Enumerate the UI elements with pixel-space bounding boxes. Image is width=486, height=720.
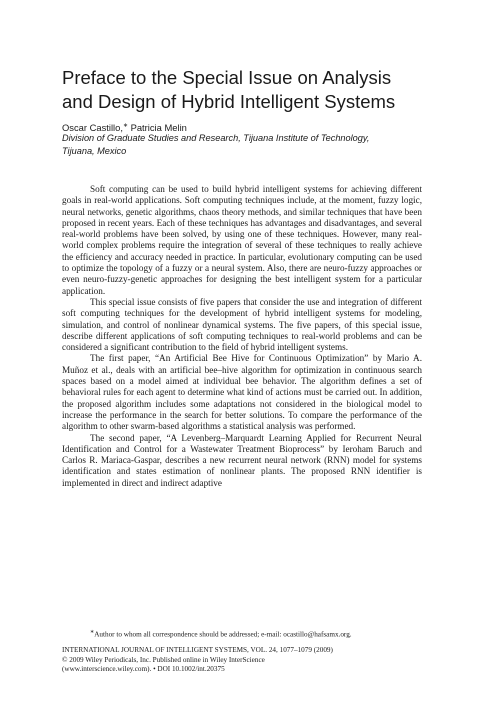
copyright-line: © 2009 Wiley Periodicals, Inc. Published online in Wiley InterScience (62, 655, 265, 664)
paragraph: The first paper, “An Artificial Bee Hive for Continuous Optimization” by Mario A. Muñoz et al., deals with an artificial bee–hive algorithm for optimization in continuous search spaces based on a model aimed at individual bee behavior. The algorithm defines a set of behavioral rules for each agent to determine what kind of actions must be carried out. In addition, the proposed algorithm includes some adaptations not considered in the biological model to increase the performance in the search for better solutions. To compare the performance of the algorithm to other swarm-based algorithms a statistical analysis was performed. (62, 353, 422, 432)
paragraph: Soft computing can be used to build hybrid intelligent systems for achieving different goals in real-world applications. Soft computing techniques include, at the moment, fuzzy logic, neural networks, genetic algorithms, chaos theory methods, and similar techniques that have been proposed in recent years. Each of these techniques has advantages and disadvantages, and several real-world problems have been solved, by using one of these techniques. However, many real-world complex problems require the integration of several of these techniques to really achieve the efficiency and accuracy needed in practice. In particular, evolutionary computing can be used to optimize the topology of a fuzzy or a neural system. Also, there are neuro-fuzzy approaches or even neuro-fuzzy-genetic approaches for designing the best intelligent system for a particular application. (62, 184, 422, 296)
author-castillo: Oscar Castillo, (62, 122, 123, 134)
footnote-mark: ∗ (90, 630, 95, 635)
corresponding-author-mark: ∗ (122, 123, 128, 129)
footnote (62, 628, 442, 639)
affiliation-line-1: Division of Graduate Studies and Research, Tijuana Institute of Technology, (62, 133, 370, 143)
affiliation (62, 132, 442, 157)
title-line-1: Preface to the Special Issue on Analysis (62, 67, 392, 88)
doi-line: (www.interscience.wiley.com). • DOI 10.1002/int.20375 (62, 665, 225, 674)
journal-info (62, 646, 442, 675)
body-text (62, 184, 422, 489)
affiliation-line-2: Tijuana, Mexico (62, 145, 127, 156)
paragraph: This special issue consists of five papers that consider the use and integration of different soft computing techniques for the development of hybrid intelligent systems for modeling, simulation, and control of nonlinear dynamical systems. The five papers, of this special issue, describe different applications of soft computing techniques to real-world problems and can be considered a significant contribution to the field of hybrid intelligent systems. (62, 296, 422, 353)
paper-title (62, 66, 442, 114)
author-melin: Patricia Melin (130, 122, 187, 134)
footnote-text: Author to whom all correspondence should be addressed; e-mail: ocastillo@hafsamx.org. (94, 630, 352, 639)
journal-citation: INTERNATIONAL JOURNAL OF INTELLIGENT SYSTEMS, VOL. 24, 1077–1079 (2009) (62, 646, 333, 654)
title-line-2: and Design of Hybrid Intelligent Systems (62, 91, 396, 112)
paragraph: The second paper, “A Levenberg–Marquardt Learning Applied for Recurrent Neural Identification and Control for a Wastewater Treatment Bioprocess” by Ieroham Baruch and Carlos R. Mariaca-Gaspar, describes a new recurrent neural network (RNN) model for systems identification and states estimation of nonlinear plants. The proposed RNN identifier is implemented in direct and indirect adaptive (62, 432, 422, 488)
